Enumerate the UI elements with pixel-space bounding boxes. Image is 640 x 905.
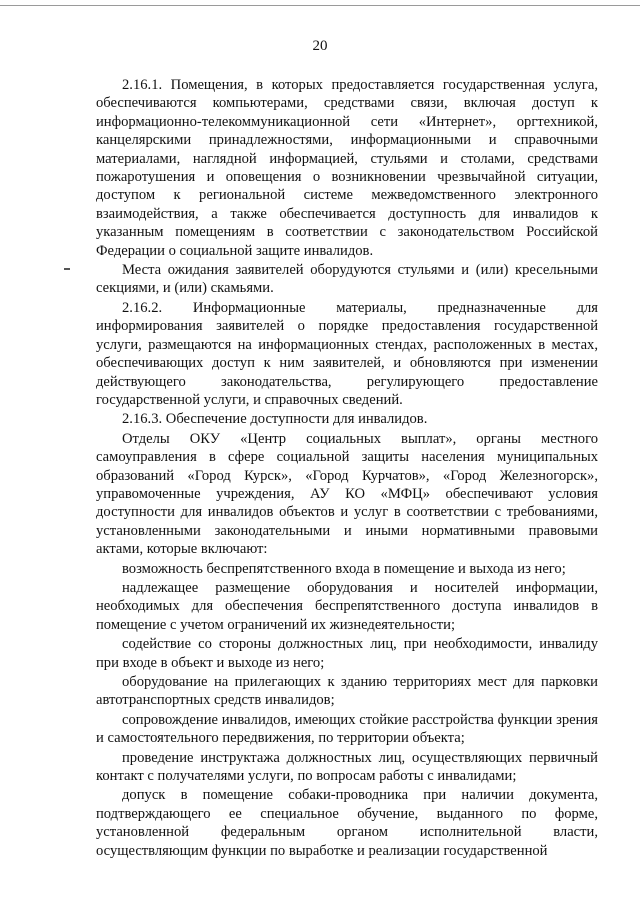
list-item-equipment-placement: надлежащее размещение оборудования и носителей информации, необходимых для обеспечения беспрепятственного доступа инвалидов в помещение с учетом ограничений их жизнедеятельности;	[96, 579, 598, 633]
paragraph-2-16-3: 2.16.3. Обеспечение доступности для инвалидов.	[122, 411, 428, 428]
page-number: 20	[312, 38, 328, 54]
list-item-staff-assistance: содействие со стороны должностных лиц, при необходимости, инвалиду при входе в объект и выходе из него;	[96, 636, 598, 671]
list-item-escort: сопровождение инвалидов, имеющих стойкие расстройства функции зрения и самостоятельного передвижения, по территории объекта;	[96, 711, 598, 747]
paragraph-2-16-2: 2.16.2. Информационные материалы, предназначенные для информирования заявителей о порядке предоставления государственной услуги, размещаются на информационных стендах, расположенных в местах, обеспечивающих доступ к ним заявителей, и обновляются при изменении действующего законодательства, регулирующего предоставление государственной услуги, и справочных сведений.	[96, 299, 598, 408]
paragraph-2-16-1: 2.16.1. Помещения, в которых предоставляется государственная услуга, обеспечиваются компьютерами, средствами связи, включая доступ к информационно-телекоммуникационной сети «Интернет», оргтехникой, канцелярскими принадлежностями, информационными и справочными материалами, наглядной информацией, стульями и столами, средствами пожаротушения и оповещения о возникновении чрезвычайной ситуации, доступом к региональной системе межведомственного электронного взаимодействия, а также обеспечивается доступность для инвалидов к указанным помещениям в соответствии с законодательством Российской Федерации о социальной защите инвалидов.	[96, 77, 598, 259]
list-item-guide-dog: допуск в помещение собаки-проводника при наличии документа, подтверждающего ее специальное обучение, выданного по форме, установленной федеральным органом исполнительной власти, осуществляющим функции по выработке и реализации государственной	[96, 787, 598, 859]
margin-mark	[64, 268, 70, 270]
list-item-staff-briefing: проведение инструктажа должностных лиц, осуществляющих первичный контакт с получателями услуги, по вопросам работы с инвалидами;	[96, 749, 598, 785]
list-item-entry-access: возможность беспрепятственного входа в помещение и выхода из него;	[122, 560, 566, 577]
document-body	[96, 76, 598, 860]
list-item-parking: оборудование на прилегающих к зданию территориях мест для парковки автотранспортных средств инвалидов;	[96, 674, 598, 709]
top-border-line	[0, 5, 640, 6]
paragraph-departments: Отделы ОКУ «Центр социальных выплат», органы местного самоуправления в сфере социальной защиты населения муниципальных образований «Город Курск», «Город Курчатов», «Город Железногорск», управомоченные учреждения, АУ КО «МФЦ» обеспечивают условия доступности для инвалидов объектов и услуг в соответствии с требованиями, установленными законодательными и иными нормативными правовыми актами, которые включают:	[96, 430, 598, 558]
paragraph-waiting-areas: Места ожидания заявителей оборудуются стульями и (или) кресельными секциями, и (или) скамьями.	[96, 262, 598, 297]
